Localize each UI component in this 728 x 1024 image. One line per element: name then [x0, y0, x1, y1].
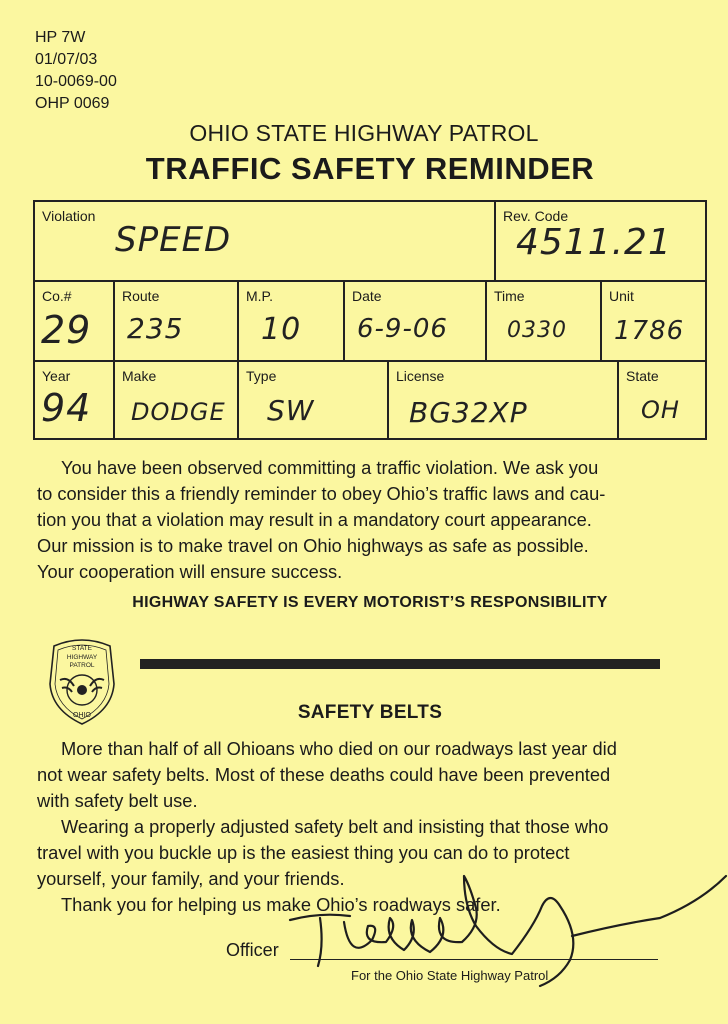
notice-line: tion you that a violation may result in a mandatory court appearance.: [37, 509, 592, 530]
notice-line: You have been observed committing a traffic violation. We ask you: [61, 457, 599, 478]
type-label: Type: [246, 368, 277, 384]
time-value: 0330: [507, 318, 567, 343]
year-value: 94: [41, 386, 92, 430]
form-ohp-number: OHP 0069: [35, 95, 110, 112]
officer-signature-icon: [280, 866, 728, 990]
violation-label: Violation: [42, 208, 96, 224]
license-value: BG32XP: [409, 396, 528, 429]
license-label: License: [396, 368, 445, 384]
divider-bar: [140, 659, 660, 669]
violation-cell: [35, 202, 496, 282]
seal-text-highway: HIGHWAY: [66, 654, 98, 661]
agency-name: OHIO STATE HIGHWAY PATROL: [189, 120, 539, 146]
form-codes: [35, 27, 117, 115]
belts-line: More than half of all Ohioans who died on our roadways last year did: [61, 738, 617, 759]
route-value: 235: [127, 312, 184, 345]
make-label: Make: [122, 368, 157, 384]
county-value: 29: [41, 308, 92, 352]
county-label: Co.#: [42, 288, 72, 304]
year-cell: [35, 362, 115, 438]
time-label: Time: [494, 288, 525, 304]
belts-line: not wear safety belts. Most of these deaths could have been prevented: [37, 764, 611, 785]
page-title: TRAFFIC SAFETY REMINDER: [145, 151, 595, 186]
patrol-caption: For the Ohio State Highway Patrol: [351, 968, 549, 983]
seal-text-state: STATE: [72, 645, 92, 652]
state-label: State: [626, 368, 659, 384]
seal-text-ohio: OHIO: [73, 712, 91, 719]
county-cell: [35, 282, 115, 362]
notice-paragraph: [37, 455, 697, 585]
unit-label: Unit: [609, 288, 634, 304]
unit-cell: [602, 282, 705, 362]
mp-label: M.P.: [246, 288, 273, 304]
form-code: HP 7W: [35, 29, 86, 46]
belts-line: with safety belt use.: [37, 790, 198, 811]
state-value: OH: [641, 396, 680, 424]
form-date: 01/07/03: [35, 51, 98, 68]
time-cell: [487, 282, 602, 362]
belts-line: travel with you buckle up is the easiest thing you can do to protect: [37, 842, 570, 863]
route-label: Route: [122, 288, 160, 304]
notice-line: to consider this a friendly reminder to obey Ohio’s traffic laws and cau-: [37, 483, 606, 504]
belts-line: yourself, your family, and your friends.: [37, 868, 345, 889]
make-value: DODGE: [131, 398, 226, 426]
violation-value: SPEED: [115, 220, 232, 260]
type-value: SW: [267, 394, 315, 427]
rev-code-value: 4511.21: [516, 222, 672, 263]
belts-line: Wearing a properly adjusted safety belt and insisting that those who: [61, 816, 609, 837]
unit-value: 1786: [614, 316, 685, 346]
officer-label: Officer: [226, 940, 279, 960]
date-label: Date: [352, 288, 382, 304]
license-cell: [389, 362, 619, 438]
rev-code-label: Rev. Code: [503, 208, 569, 224]
make-cell: [115, 362, 239, 438]
belts-line: Thank you for helping us make Ohio’s roadways safer.: [61, 894, 501, 915]
form-number: 10-0069-00: [35, 73, 117, 90]
safety-belts-heading: SAFETY BELTS: [297, 702, 443, 723]
responsibility-heading: HIGHWAY SAFETY IS EVERY MOTORIST’S RESPONSIBILITY: [132, 594, 608, 611]
rev-code-cell: [496, 202, 705, 282]
date-cell: [345, 282, 487, 362]
mp-cell: [239, 282, 345, 362]
year-label: Year: [42, 368, 71, 384]
mp-value: 10: [261, 312, 302, 347]
state-cell: [619, 362, 705, 438]
notice-line: Our mission is to make travel on Ohio highways as safe as possible.: [37, 535, 589, 556]
seal-text-patrol: PATROL: [69, 662, 95, 669]
route-cell: [115, 282, 239, 362]
date-value: 6-9-06: [357, 314, 448, 344]
notice-line: Your cooperation will ensure success.: [37, 561, 343, 582]
citation-grid: [33, 200, 707, 440]
type-cell: [239, 362, 389, 438]
